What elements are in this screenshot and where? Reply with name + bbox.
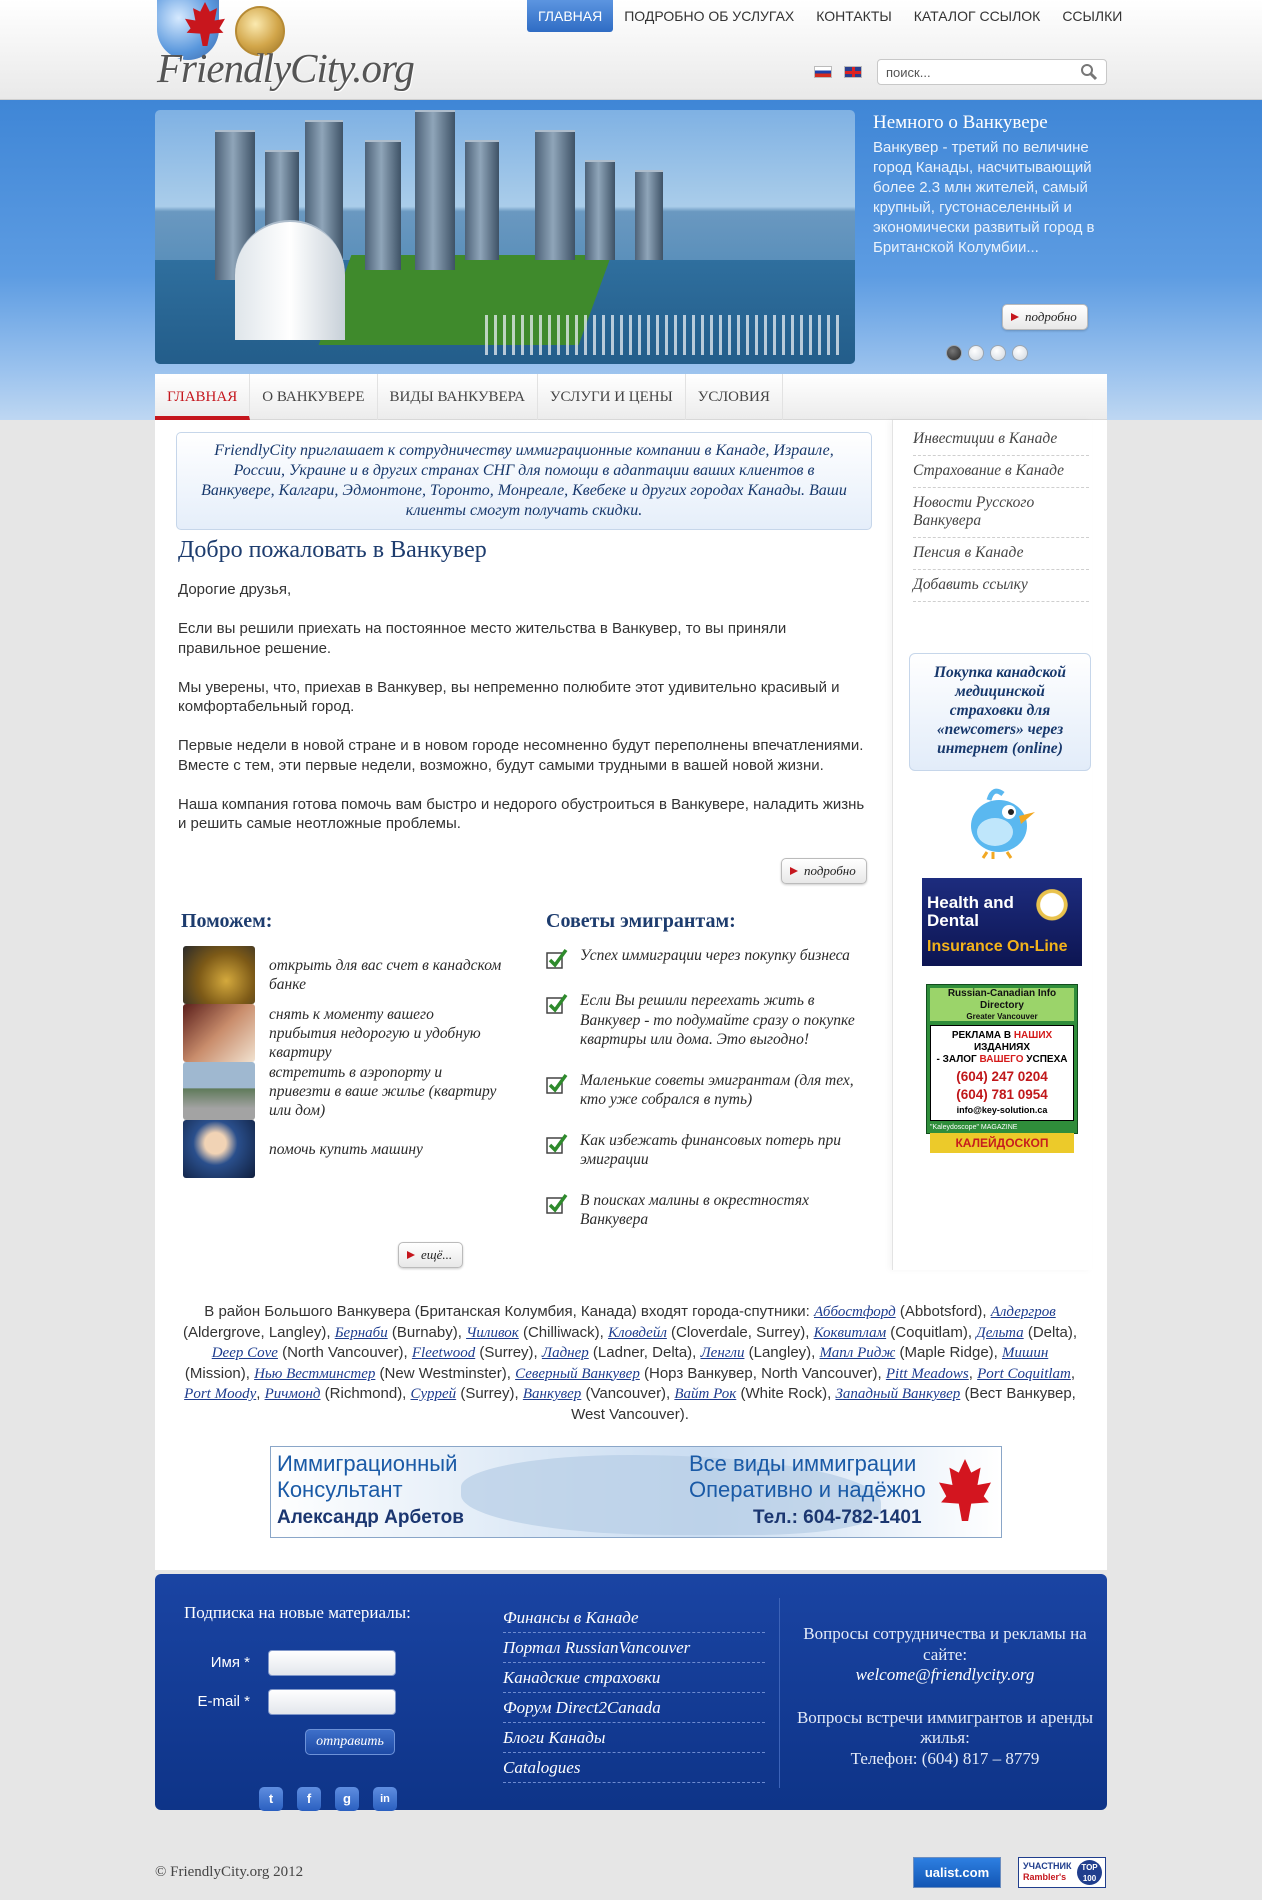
help-title: Поможем: (181, 910, 273, 932)
email-label: E-mail * (197, 1693, 250, 1710)
help-item-label: помочь купить машину (269, 1140, 423, 1158)
city-en: , (1070, 1364, 1076, 1382)
tip-label: Если Вы решили переехать жить в Ванкувер - то подумайте сразу о покупке квартиры или дома. Это выгодно! (580, 992, 855, 1048)
top-nav-catalog[interactable]: КАТАЛОГ ССЫЛОК (913, 8, 1041, 24)
city-en: (Burnaby), (387, 1323, 467, 1341)
top-nav (527, 0, 1133, 32)
ad-box (930, 1025, 1074, 1121)
city-en: (Chilliwack), (518, 1323, 608, 1341)
ad-text: ВАШЕГО (979, 1054, 1024, 1065)
ad-city: Vancouver (930, 1153, 968, 1162)
tab-services-prices[interactable]: УСЛУГИ И ЦЕНЫ (538, 374, 686, 420)
city-link[interactable]: Pitt Meadows (885, 1365, 969, 1382)
footer-contact (790, 1624, 1100, 1769)
ad-brand: КАЛЕЙДОСКОП (930, 1133, 1074, 1153)
city-en: (Coquitlam), (886, 1323, 977, 1341)
ad-text: УСПЕХА (1026, 1054, 1068, 1065)
banner-text (873, 112, 1098, 258)
tip-label: Как избежать финансовых потерь при эмиграции (580, 1131, 841, 1168)
tip-label: Успех иммиграции через покупку бизнеса (580, 947, 850, 964)
footer-link-portal[interactable]: Портал RussianVancouver (503, 1633, 765, 1663)
help-item-label: встретить в аэропорту и привезти в ваше жилье (квартиру или дом) (269, 1063, 497, 1119)
contact-phone: Телефон: (604) 817 – 8779 (850, 1748, 1040, 1768)
slider-dots (946, 345, 1028, 361)
ad-line: Insurance On-Line (927, 938, 1068, 955)
tooth-icon (1030, 884, 1074, 936)
immigration-consultant-ad[interactable] (270, 1446, 1002, 1538)
apartment-image (183, 1004, 255, 1062)
search-input[interactable] (877, 59, 1107, 85)
sub-nav (155, 374, 1107, 420)
footer-links (503, 1603, 765, 1783)
badge-top100: TOP 100 (1077, 1860, 1102, 1885)
city-link[interactable]: Ладнер (541, 1345, 589, 1361)
building (465, 140, 499, 260)
paragraph: Дорогие друзья, (178, 581, 292, 598)
intro-box: FriendlyCity приглашает к сотрудничеству иммиграционные компании в Канаде, Израиле, России, Украине и в других странах СНГ для помощи в адаптации ваших клиентов в Ванкувере, Калгари, Эдмонтоне, Торонто, Монреале, Квебеке и других городах Канады. Ваши клиенты смогут получать скидки. (176, 432, 872, 530)
city-link[interactable]: Ричмонд (264, 1386, 321, 1402)
city-link[interactable]: Port Coquitlam (977, 1365, 1071, 1382)
top-nav-links[interactable]: ССЫЛКИ (1062, 8, 1123, 24)
sidebar-link-insurance[interactable]: Страхование в Канаде (913, 456, 1089, 488)
ad-text-line (933, 1054, 1071, 1066)
city-en: , (256, 1385, 265, 1402)
building (585, 160, 615, 260)
city-en: (Surrey), (475, 1344, 542, 1361)
ad-text: Все виды иммиграции (689, 1451, 917, 1476)
copyright: © FriendlyCity.org 2012 (155, 1864, 304, 1880)
ad-magazine: "Kaleydoscope" MAGAZINE (930, 1124, 1018, 1131)
tip-item[interactable] (546, 1191, 876, 1230)
city-link[interactable]: Нью Вестминстер (254, 1365, 376, 1382)
help-item-airport[interactable] (183, 1062, 503, 1120)
email-field[interactable] (268, 1689, 396, 1715)
contact-text: Вопросы встречи иммигрантов и аренды жилья: (796, 1707, 1094, 1747)
city-en: (Langley), (744, 1344, 820, 1361)
building (415, 110, 455, 270)
help-item-car[interactable] (183, 1120, 503, 1178)
sidebar-links (913, 424, 1089, 602)
banner-more-button[interactable]: подробно (1002, 304, 1088, 330)
ad-consult-name: Александр Арбетов (277, 1507, 464, 1528)
name-field[interactable] (268, 1650, 396, 1676)
facebook-icon[interactable]: f (297, 1787, 321, 1811)
city-link[interactable]: Кловдейл (607, 1324, 667, 1341)
help-item-label: снять к моменту вашего прибытия недорогую и удобную квартиру (269, 1005, 481, 1061)
city-en: (Maple Ridge), (895, 1344, 1002, 1361)
tab-home[interactable]: ГЛАВНАЯ (155, 374, 250, 420)
city-link[interactable]: Бернаби (334, 1324, 388, 1341)
badge-text: Rambler's (1023, 1872, 1067, 1882)
ad-line: Dental (927, 911, 979, 930)
maple-leaf-icon (939, 1459, 991, 1521)
tip-item[interactable] (546, 1071, 876, 1110)
ad-consult-slogan (689, 1451, 926, 1503)
city-en: (Cloverdale, Surrey), (666, 1323, 814, 1341)
help-item-apartment[interactable] (183, 1004, 503, 1062)
city-link[interactable]: Чиливок (466, 1324, 519, 1341)
city-link[interactable]: Fleetwood (411, 1345, 476, 1361)
ad-text: НАШИХ (1013, 1030, 1053, 1041)
building (635, 170, 663, 260)
checkmark-icon (546, 948, 568, 970)
welcome-text (178, 580, 870, 853)
city-link[interactable]: Коквитлам (813, 1324, 887, 1341)
city-en: (Aldergrove, Langley), (182, 1323, 335, 1341)
building (535, 130, 575, 260)
city-en: (Вест Ванкувер, West Vancouver). (571, 1385, 1076, 1423)
city-en: (New Westminster), (375, 1364, 516, 1382)
banner-title: Немного о Ванкувере (873, 112, 1048, 133)
help-more-button[interactable]: ещё... (398, 1242, 463, 1268)
footer-link-catalogues[interactable]: Catalogues (503, 1753, 765, 1783)
ad-phone: (604) 781 0954 (956, 1087, 1048, 1102)
tip-item[interactable] (546, 991, 876, 1050)
tab-conditions[interactable]: УСЛОВИЯ (686, 374, 783, 420)
ad-text: Консультант (277, 1477, 403, 1502)
city-link[interactable]: Мапл Ридж (819, 1345, 896, 1361)
car-buyer-image (183, 1120, 255, 1178)
city-link[interactable]: Суррей (410, 1386, 457, 1402)
help-list (183, 946, 503, 1178)
page-title: Добро пожаловать в Ванкувер (178, 537, 487, 563)
checkmark-icon (546, 1133, 568, 1155)
info-directory-ad[interactable] (926, 984, 1078, 1162)
city-en: (Surrey), (456, 1385, 523, 1402)
slider-dot[interactable] (1012, 345, 1028, 361)
health-dental-ad[interactable] (922, 878, 1082, 966)
sidebar-link-news[interactable]: Новости Русского Ванкувера (913, 488, 1089, 538)
city-link[interactable]: Аббостфорд (814, 1304, 896, 1320)
header (0, 0, 1262, 100)
ad-title: Russian-Canadian Info Directory (930, 988, 1074, 1012)
slide-image-vancouver (155, 110, 855, 364)
footer-divider (779, 1598, 780, 1788)
city-link[interactable]: Северный Ванкувер (515, 1365, 640, 1382)
ad-email: info@key-solution.ca (956, 1105, 1048, 1115)
city-link[interactable]: Западный Ванкувер (835, 1386, 961, 1402)
footer-link-blogs[interactable]: Блоги Канады (503, 1723, 765, 1753)
paragraph: Если вы решили приехать на постоянное место жительства в Ванкувер, то вы приняли правильное решение. (178, 620, 787, 657)
paragraph: Первые недели в новой стране и в новом городе несомненно будут переполнены впечатлениями. Вместе с тем, эти первые недели, возможно, будут самыми трудными в вашей новой жизни. (178, 737, 864, 774)
hero-banner (0, 100, 1262, 420)
subscribe-title: Подписка на новые материалы: (184, 1603, 411, 1622)
checkmark-icon (546, 1073, 568, 1095)
ad-text: РЕКЛАМА В (951, 1030, 1012, 1041)
coins-image (183, 946, 255, 1004)
language-switcher (814, 66, 862, 78)
city-link[interactable]: Port Moody (184, 1386, 257, 1402)
city-link[interactable]: Deep Cove (211, 1345, 278, 1361)
city-en: (Abbotsford), (895, 1303, 991, 1320)
twitter-bird-icon[interactable] (963, 782, 1039, 860)
city-en: (White Rock), (736, 1385, 836, 1402)
city-link[interactable]: Ленгли (700, 1345, 745, 1361)
ad-consult-phone: Тел.: 604-782-1401 (753, 1507, 922, 1528)
city-link[interactable]: Мишин (1002, 1345, 1049, 1361)
ad-subtitle: Greater Vancouver (930, 1012, 1074, 1021)
insurance-promo-box[interactable]: Покупка канадской медицинской страховки для «newcomers» через интернет (online) (909, 653, 1091, 771)
city-en: (North Vancouver), (277, 1344, 412, 1361)
tip-item[interactable] (546, 1131, 876, 1170)
top-nav-contacts[interactable]: КОНТАКТЫ (816, 8, 892, 24)
tips-title: Советы эмигрантам: (546, 910, 736, 932)
marina (485, 315, 845, 355)
badge-text: УЧАСТНИК (1023, 1861, 1072, 1871)
top-nav-home[interactable]: ГЛАВНАЯ (527, 0, 613, 32)
contact-email-link[interactable]: welcome@friendlycity.org (855, 1665, 1035, 1684)
city-en: (Mission), (184, 1364, 255, 1382)
english-flag-icon[interactable] (844, 66, 862, 78)
banner-description: Ванкувер - третий по величине город Канады, насчитывающий более 2.3 млн жителей, самый крупный, густонаселенный и экономически развитый город в Британской Колумбии... (873, 139, 1095, 256)
logo-text: FriendlyCity.org (157, 45, 414, 91)
cities-intro: В район Большого Ванкувера (Британская Колумбия, Канада) входят города-спутники: (204, 1303, 814, 1320)
city-link[interactable]: Дельта (976, 1324, 1024, 1341)
tip-item[interactable] (546, 946, 876, 970)
ad-text: ИЗДАНИЯХ (973, 1042, 1031, 1053)
help-item-label: открыть для вас счет в канадском банке (269, 957, 502, 993)
slider-dot[interactable] (968, 345, 984, 361)
city-link[interactable]: Вайт Рок (674, 1386, 737, 1402)
ad-text-line (933, 1030, 1071, 1054)
city-en: (Richmond), (320, 1385, 411, 1402)
checkmark-icon (546, 1193, 568, 1215)
site-logo[interactable] (155, 0, 414, 95)
paragraph: Мы уверены, что, приехав в Ванкувер, вы непременно полюбите этот удивительно красивый и комфортабельный город. (178, 678, 840, 715)
footer-link-forum[interactable]: Форум Direct2Canada (503, 1693, 765, 1723)
building (365, 140, 401, 270)
ualist-badge[interactable]: ualist.com (913, 1857, 1001, 1888)
ad-text: Оперативно и надёжно (689, 1477, 926, 1502)
tab-about-vancouver[interactable]: О ВАНКУВЕРЕ (250, 374, 377, 420)
city-link[interactable]: Ванкувер (522, 1386, 582, 1402)
city-en: , (968, 1364, 978, 1382)
social-links (259, 1787, 397, 1811)
city-en: (Норз Ванкувер, North Vancouver), (639, 1364, 886, 1382)
tips-list (546, 946, 876, 1242)
search-icon[interactable] (1080, 63, 1098, 81)
tip-label: Маленькие советы эмигрантам (для тех, кто уже собрался в путь) (580, 1071, 854, 1108)
linkedin-icon[interactable]: in (373, 1787, 397, 1811)
sidebar-link-pension[interactable]: Пенсия в Канаде (913, 538, 1089, 570)
footer-link-finance[interactable]: Финансы в Канаде (503, 1603, 765, 1633)
building (235, 220, 345, 340)
ad-text: - ЗАЛОГ (936, 1054, 977, 1065)
satellite-cities (180, 1302, 1080, 1424)
top-nav-services[interactable]: ПОДРОБНО ОБ УСЛУГАХ (624, 8, 795, 24)
tip-label: В поисках малины в окрестностях Ванкувера (580, 1191, 809, 1228)
footer-link-insurance[interactable]: Канадские страховки (503, 1663, 765, 1693)
sidebar-link-add-link[interactable]: Добавить ссылку (913, 570, 1089, 602)
tab-vancouver-views[interactable]: ВИДЫ ВАНКУВЕРА (378, 374, 538, 420)
paragraph: Наша компания готова помочь вам быстро и недорого обустроиться в Ванкувере, наладить жизнь и решить самые неотложные проблемы. (178, 795, 865, 832)
airport-image (183, 1062, 255, 1120)
rambler-top100-badge[interactable] (1018, 1857, 1106, 1888)
city-link[interactable]: Алдергров (990, 1304, 1056, 1320)
google-plus-icon[interactable]: g (335, 1787, 359, 1811)
ad-consult-title (277, 1451, 457, 1503)
sidebar-link-investments[interactable]: Инвестиции в Канаде (913, 424, 1089, 456)
checkmark-icon (546, 993, 568, 1015)
city-en: (Vancouver), (581, 1385, 675, 1402)
twitter-icon[interactable]: t (259, 1787, 283, 1811)
city-en: (Delta), (1023, 1323, 1078, 1341)
slider-dot[interactable] (990, 345, 1006, 361)
slider-dot[interactable] (946, 345, 962, 361)
ad-text: Иммиграционный (277, 1451, 458, 1476)
welcome-more-button[interactable]: подробно (781, 858, 867, 884)
contact-text: Вопросы сотрудничества и рекламы на сайте: (803, 1624, 1087, 1664)
help-item-bank[interactable] (183, 946, 503, 1004)
ad-line: Health and (927, 893, 1014, 912)
city-en: (Ladner, Delta), (588, 1344, 701, 1361)
russian-flag-icon[interactable] (814, 66, 832, 78)
spacer (790, 1686, 1100, 1708)
ad-phone: (604) 247 0204 (956, 1069, 1048, 1084)
name-label: Имя * (210, 1654, 250, 1671)
send-button[interactable]: отправить (305, 1729, 395, 1755)
